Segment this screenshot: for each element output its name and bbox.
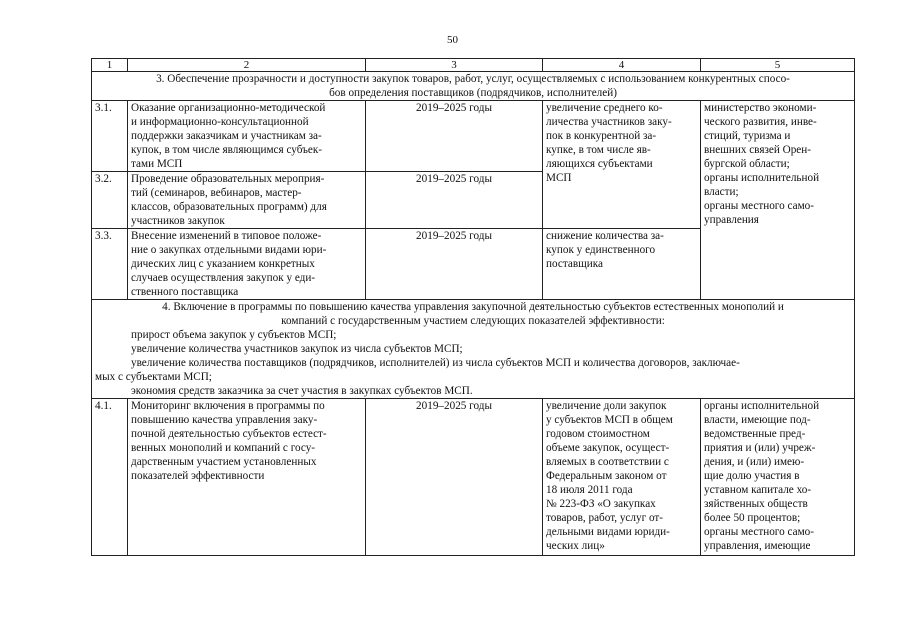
indicator-text: увеличение доли закупок у субъектов МСП в общем годовом стоимостном объеме закупок, осущест- вляемых в соответствии с Федеральным законом от 18 июля 2011 года № 223-ФЗ «О закупках товаров, работ, услуг от- дельными видами юриди- ческих лиц» <box>543 399 701 556</box>
header-col-3: 3 <box>366 59 543 72</box>
period: 2019–2025 годы <box>366 399 543 556</box>
measure-text: Проведение образовательных мероприя- тий (семинаров, вебинаров, мастер- классов, образовательных программ) для участников закупок <box>128 172 366 229</box>
list-item: увеличение количества участников закупок из числа субъектов МСП; <box>131 343 463 355</box>
section-3-row <box>92 72 855 101</box>
table-row <box>92 399 855 556</box>
measure-text: Оказание организационно-методической и информационно-консультационной поддержки заказчикам и участникам за- купок, в том числе являющимся субъек- тами МСП <box>128 101 366 172</box>
section-4-title: 4. Включение в программы по повышению качества управления закупочной деятельностью субъектов естественных монополий и компаний с государственным участием следующих показателей эффективности: <box>162 301 784 327</box>
indicator-text: увеличение среднего ко- личества участников заку- пок в конкурентной за- купке, в том числе яв- ляющихся субъектами МСП <box>543 101 701 229</box>
section-3-title: 3. Обеспечение прозрачности и доступности закупок товаров, работ, услуг, осуществляемых с использованием конкурентных спосо- бов определения поставщиков (подрядчиков, исполнителей) <box>92 72 855 101</box>
page-number: 50 <box>447 34 458 46</box>
row-number: 3.2. <box>92 172 128 229</box>
indicator-text: снижение количества за- купок у единственного поставщика <box>543 229 701 300</box>
header-col-4: 4 <box>543 59 701 72</box>
list-item: увеличение количества поставщиков (подрядчиков, исполнителей) из числа субъектов МСП и количества договоров, заключае- мых с субъектами МСП; <box>95 357 740 383</box>
row-number: 3.3. <box>92 229 128 300</box>
header-col-5: 5 <box>701 59 855 72</box>
row-number: 3.1. <box>92 101 128 172</box>
header-col-1: 1 <box>92 59 128 72</box>
header-col-2: 2 <box>128 59 366 72</box>
executors-text: министерство экономи- ческого развития, инве- стиций, туризма и внешних связей Орен- бургской области; органы исполнительной власти; органы местного само- управления <box>701 101 855 300</box>
period: 2019–2025 годы <box>366 101 543 172</box>
row-number: 4.1. <box>92 399 128 556</box>
section-4-row <box>92 300 855 399</box>
measure-text: Внесение изменений в типовое положе- ние о закупках отдельными видами юри- дических лиц с указанием конкретных случаев осуществления закупок у еди- ственного поставщика <box>128 229 366 300</box>
table-row <box>92 101 855 172</box>
header-row <box>92 59 855 72</box>
measures-table <box>91 58 855 556</box>
measure-text: Мониторинг включения в программы по повышению качества управления заку- почной деятельностью субъектов естест- венных монополий и компаний с госу- дарственным участием установленных показателей эффективности <box>128 399 366 556</box>
executors-text: органы исполнительной власти, имеющие под- ведомственные пред- приятия и (или) учреж- дения, и (или) имею- щие долю участия в уставном капитале хо- зяйственных обществ более 50 процентов; органы местного само- управления, имеющие <box>701 399 855 556</box>
period: 2019–2025 годы <box>366 229 543 300</box>
period: 2019–2025 годы <box>366 172 543 229</box>
list-item: прирост объема закупок у субъектов МСП; <box>131 329 337 341</box>
section-4-cell <box>92 300 855 399</box>
list-item: экономия средств заказчика за счет участия в закупках субъектов МСП. <box>131 385 473 397</box>
